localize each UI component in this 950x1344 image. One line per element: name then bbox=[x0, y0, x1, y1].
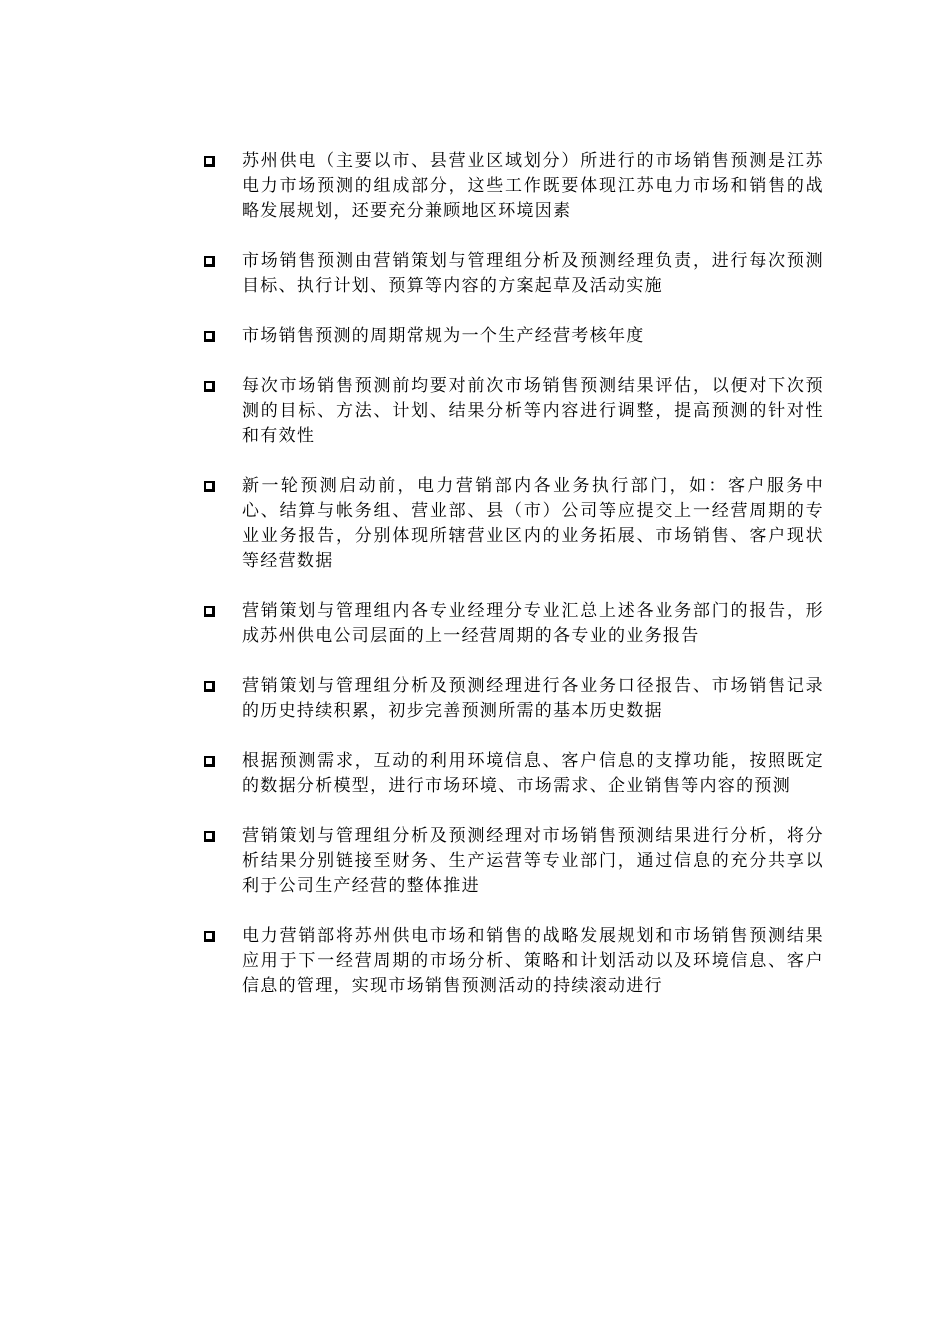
bullet-list bbox=[204, 149, 824, 1024]
list-item bbox=[204, 749, 824, 799]
list-item bbox=[204, 374, 824, 449]
list-item bbox=[204, 924, 824, 999]
checkbox-icon bbox=[204, 681, 215, 692]
list-item-text: 根据预测需求，互动的利用环境信息、客户信息的支撑功能，按照既定的数据分析模型，进行市场环境、市场需求、企业销售等内容的预测 bbox=[242, 751, 824, 796]
list-item-text: 每次市场销售预测前均要对前次市场销售预测结果评估，以便对下次预测的目标、方法、计划、结果分析等内容进行调整，提高预测的针对性和有效性 bbox=[242, 376, 824, 446]
list-item bbox=[204, 249, 824, 299]
list-item-text: 营销策划与管理组内各专业经理分专业汇总上述各业务部门的报告，形成苏州供电公司层面的上一经营周期的各专业的业务报告 bbox=[242, 601, 824, 646]
checkbox-icon bbox=[204, 831, 215, 842]
list-item-text: 营销策划与管理组分析及预测经理对市场销售预测结果进行分析，将分析结果分别链接至财务、生产运营等专业部门，通过信息的充分共享以利于公司生产经营的整体推进 bbox=[242, 826, 824, 896]
list-item-text: 电力营销部将苏州供电市场和销售的战略发展规划和市场销售预测结果应用于下一经营周期的市场分析、策略和计划活动以及环境信息、客户信息的管理，实现市场销售预测活动的持续滚动进行 bbox=[242, 926, 824, 996]
list-item bbox=[204, 149, 824, 224]
list-item-text: 苏州供电（主要以市、县营业区域划分）所进行的市场销售预测是江苏电力市场预测的组成部分，这些工作既要体现江苏电力市场和销售的战略发展规划，还要充分兼顾地区环境因素 bbox=[242, 151, 824, 221]
checkbox-icon bbox=[204, 931, 215, 942]
checkbox-icon bbox=[204, 156, 215, 167]
list-item-text: 营销策划与管理组分析及预测经理进行各业务口径报告、市场销售记录的历史持续积累，初步完善预测所需的基本历史数据 bbox=[242, 676, 824, 721]
list-item bbox=[204, 824, 824, 899]
checkbox-icon bbox=[204, 481, 215, 492]
list-item bbox=[204, 474, 824, 574]
checkbox-icon bbox=[204, 606, 215, 617]
checkbox-icon bbox=[204, 256, 215, 267]
checkbox-icon bbox=[204, 381, 215, 392]
list-item-text: 市场销售预测由营销策划与管理组分析及预测经理负责，进行每次预测目标、执行计划、预算等内容的方案起草及活动实施 bbox=[242, 251, 824, 296]
list-item bbox=[204, 599, 824, 649]
list-item bbox=[204, 674, 824, 724]
checkbox-icon bbox=[204, 331, 215, 342]
checkbox-icon bbox=[204, 756, 215, 767]
list-item bbox=[204, 324, 824, 349]
list-item-text: 新一轮预测启动前，电力营销部内各业务执行部门，如：客户服务中心、结算与帐务组、营业部、县（市）公司等应提交上一经营周期的专业业务报告，分别体现所辖营业区内的业务拓展、市场销售、客户现状等经营数据 bbox=[242, 476, 824, 571]
list-item-text: 市场销售预测的周期常规为一个生产经营考核年度 bbox=[242, 326, 645, 346]
